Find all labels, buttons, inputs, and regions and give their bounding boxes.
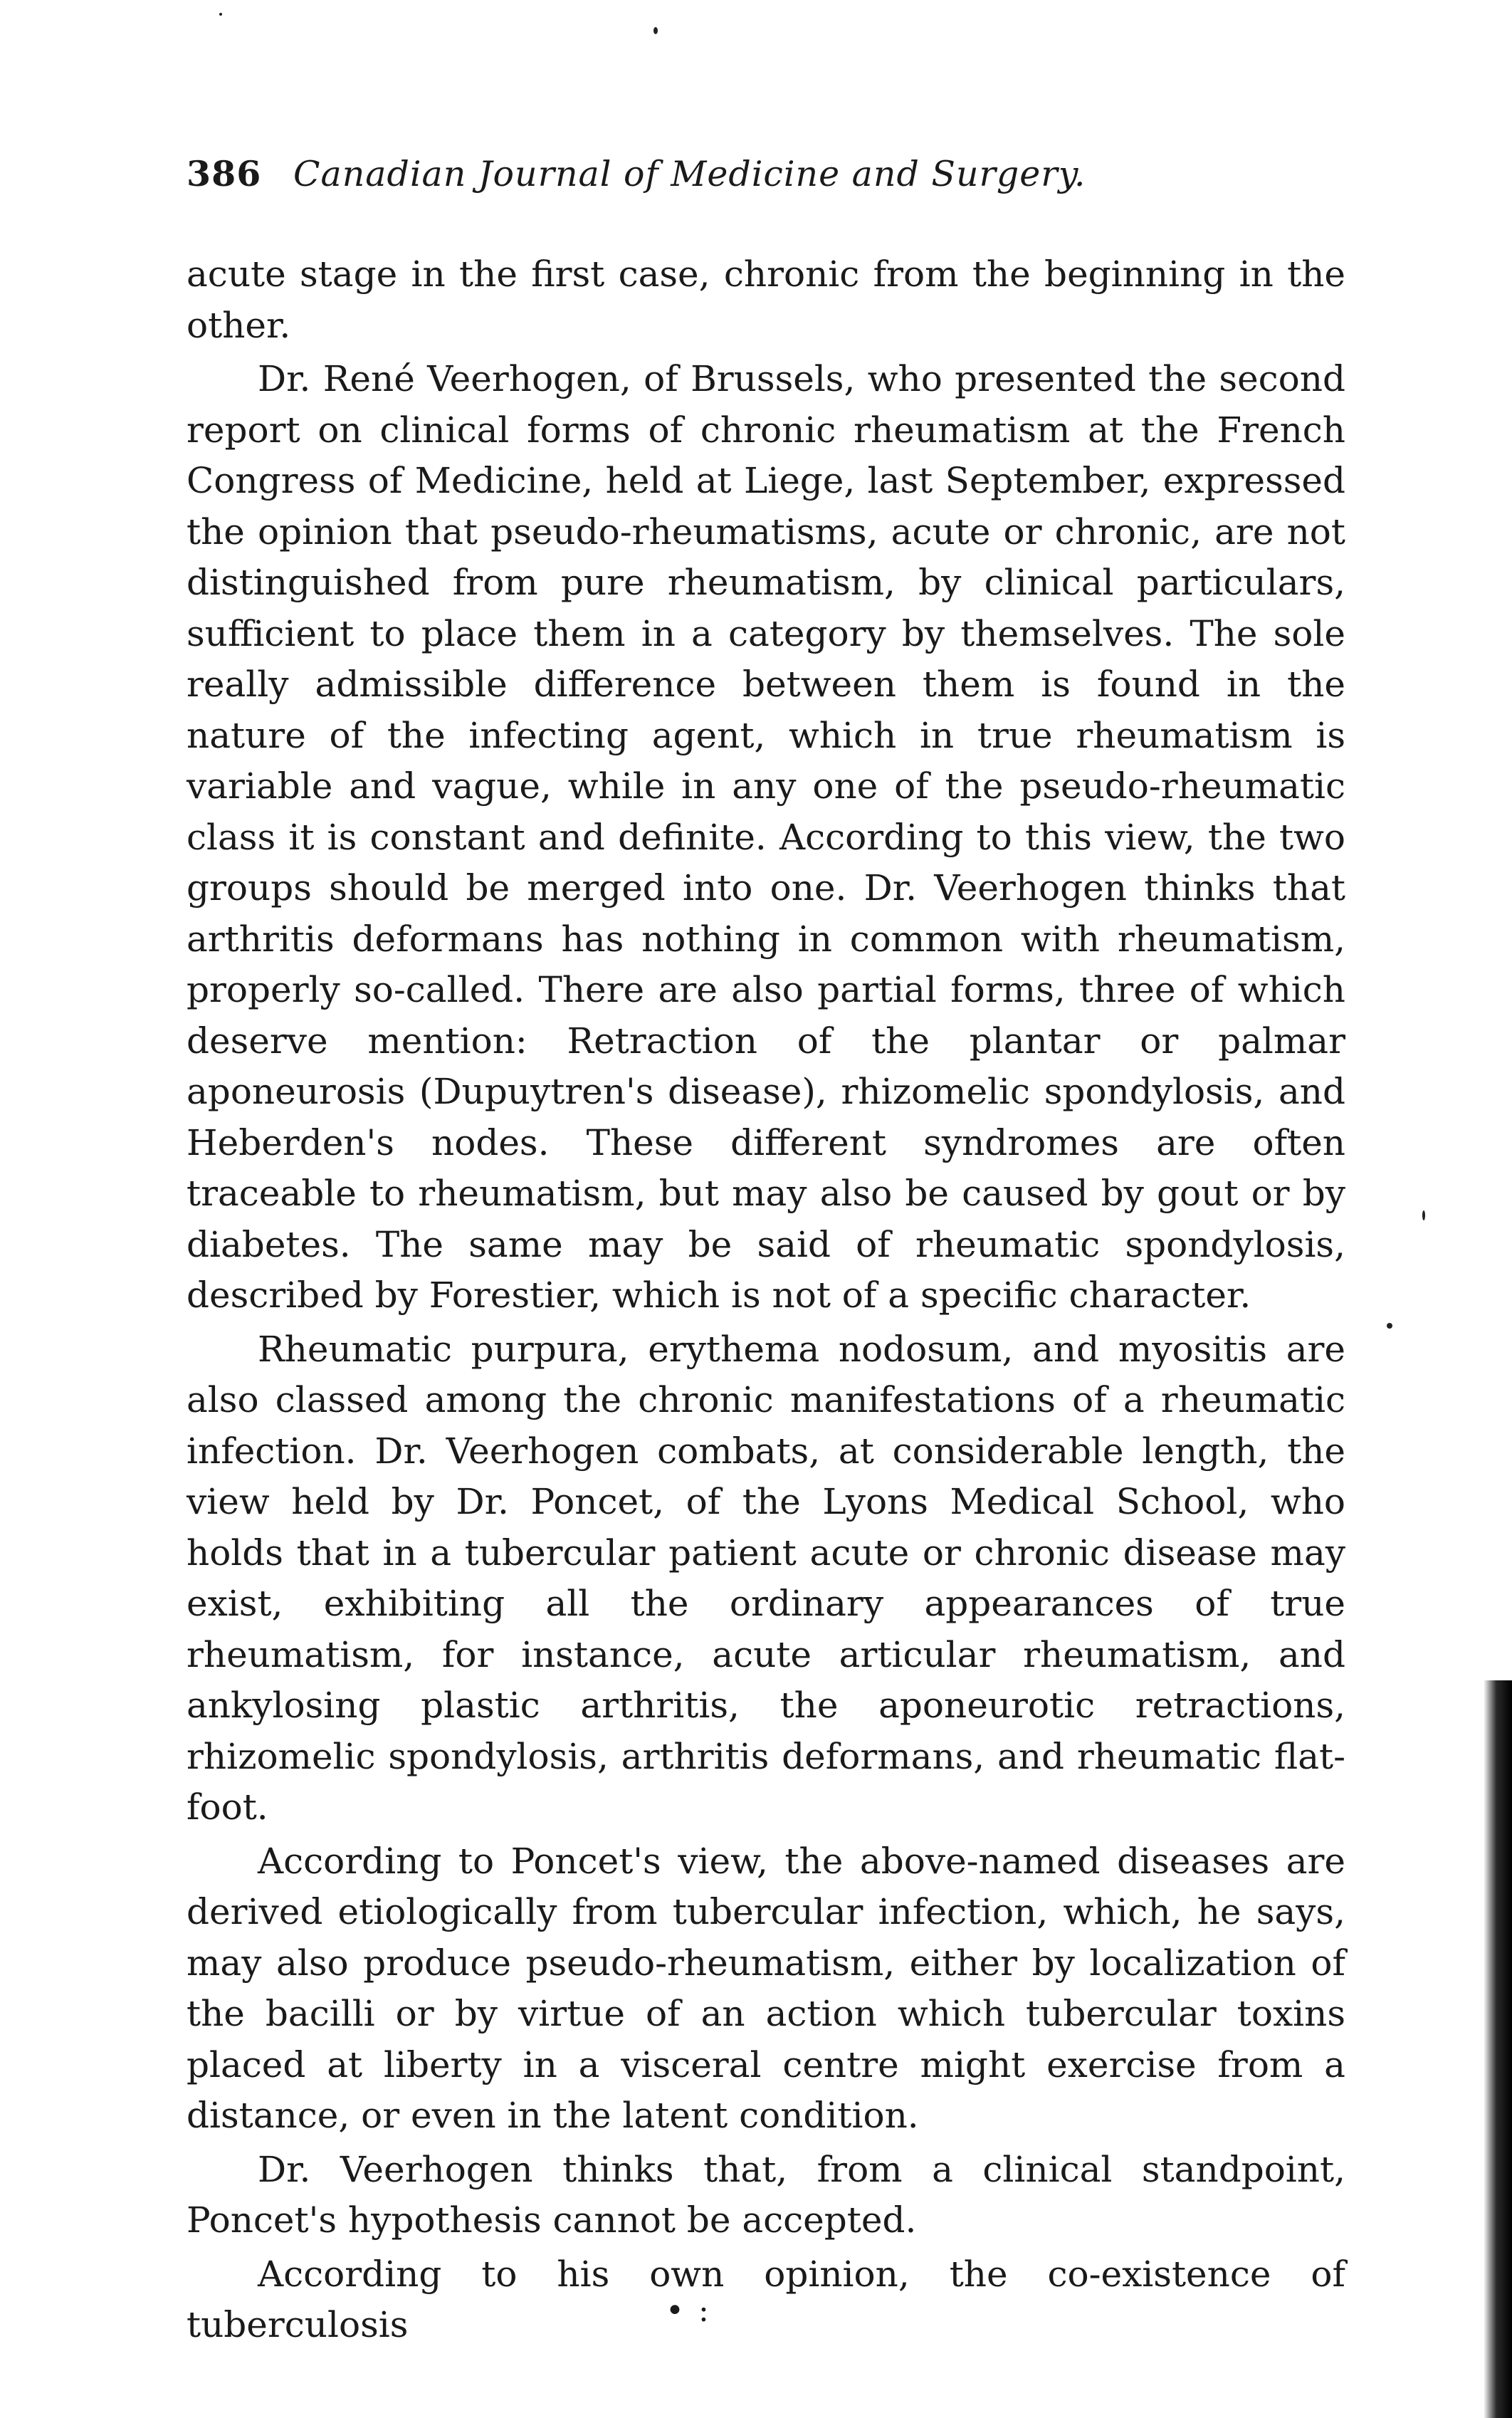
footer-mark: •: [666,2293,723,2329]
paragraph: According to his own opinion, the co-existence of tuberculosis [187,2253,1345,2345]
paragraph: Rheumatic purpura, erythema nodosum, and myositis are also classed among the chronic manifestations of a rheumatic infection. Dr. Veerhogen combats, at considerable length, the view held by Dr. Poncet, of the Lyons Medical School, who holds that in a tubercular patient acute or chronic disease may exist, exhibiting all the ordinary appearances of true rheumatism, for instance, acute articular rheumatism, and ankylosing plastic arthritis, the aponeurotic retractions, rhizomelic spondylosis, arthritis deformans, and rheumatic flat-foot. [187,1328,1345,1828]
page-number: 386 [187,153,262,194]
page-edge-shadow [1484,1680,1512,2418]
paragraph: Dr. Veerhogen thinks that, from a clinical standpoint, Poncet's hypothesis cannot be accepted. [187,2148,1345,2241]
paragraph: Dr. René Veerhogen, of Brussels, who presented the second report on clinical forms of chronic rheumatism at the French Congress of Medicine, held at Liege, last September, expressed the opinion that pseudo-rheumatisms, acute or chronic, are not distinguished from pure rheumatism, by clinical particulars, sufficient to place them in a category by themselves. The sole really admissible difference between them is found in the nature of the infecting agent, which in true rheumatism is variable and vague, while in any one of the pseudo-rheumatic class it is constant and definite. According to this view, the two groups should be merged into one. Dr. Veerhogen thinks that arthritis deformans has nothing in common with rheumatism, properly so-called. There are also partial forms, three of which deserve mention: Retraction of the plantar or palmar aponeurosis (Dupuytren's disease), rhizomelic spondylosis, and Heberden's nodes. These different syndromes are often traceable to rheumatism, but may also be caused by gout or by diabetes. The same may be said of rheumatic spondylosis, described by Forestier, which is not of a specific character. [187,358,1345,1316]
ink-speck [219,13,222,16]
paragraph: According to Poncet's view, the above-named diseases are derived etiologically from tubercular infection, which, he says, may also produce pseudo-rheumatism, either by localization of the bacilli or by virtue of an action which tubercular toxins placed at liberty in a visceral centre might exercise from a distance, or even in the latent condition. [187,1840,1345,2136]
running-title: Canadian Journal of Medicine and Surgery. [293,154,1086,194]
ink-speck [653,27,658,34]
ink-speck [1422,1210,1425,1220]
paragraph-continuation: acute stage in the first case, chronic from the beginning in the other. [187,253,1345,346]
page-header [187,153,1176,210]
article-body [187,249,1345,2354]
ink-speck [1387,1323,1392,1329]
